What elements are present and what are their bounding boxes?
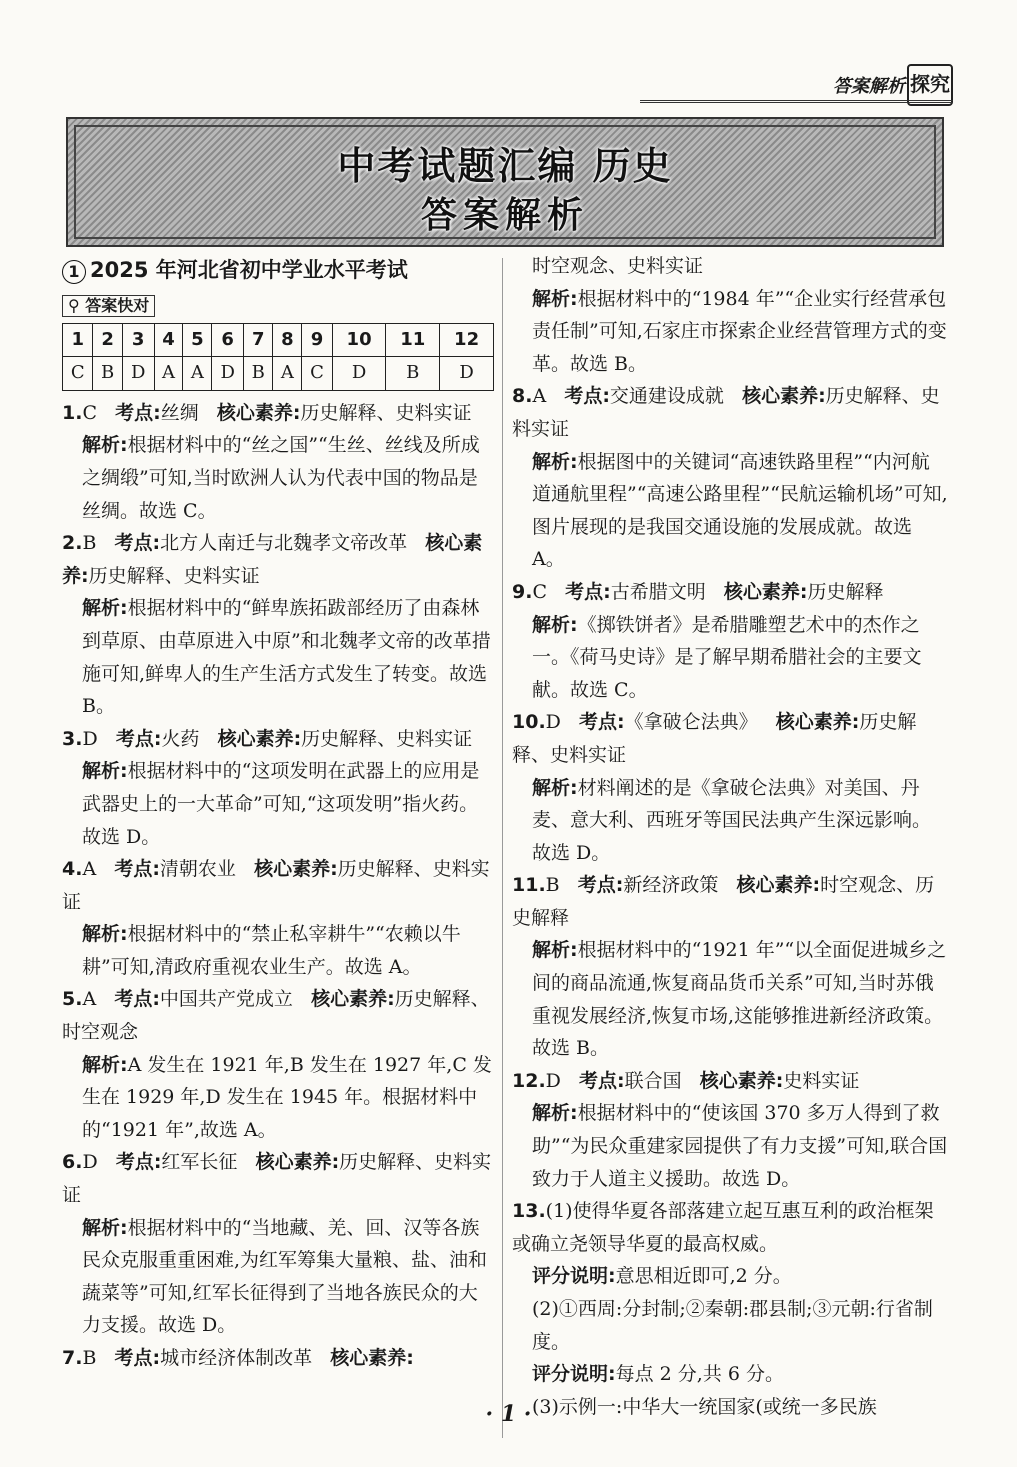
q-answer: A — [154, 357, 183, 391]
item-literacy: 史料实证 — [783, 1069, 860, 1092]
item-number: 10. — [512, 711, 546, 734]
quick-answer-text: 答案快对 — [85, 295, 150, 315]
item-point: 交通建设成就 — [609, 385, 724, 408]
item-analysis — [62, 1212, 494, 1342]
analysis-text: 根据材料中的“丝之国”“生丝、丝线及所成之绸缎”可知,当时欧洲人认为代表中国的物品是丝绸。故选 C。 — [82, 434, 480, 522]
item-literacy: 历史解释、史料实证 — [88, 564, 260, 587]
answer-item-8 — [512, 380, 948, 576]
item-answer: A — [82, 858, 97, 881]
analysis-label: 解析: — [82, 1053, 128, 1076]
literacy-label: 核心素养: — [62, 532, 483, 587]
item-number: 1. — [62, 401, 83, 424]
point-label: 考点: — [577, 874, 624, 897]
q-number: 4 — [154, 323, 183, 357]
q-number: 12 — [440, 323, 494, 357]
analysis-label: 解析: — [532, 287, 578, 310]
literacy-label: 核心素养: — [255, 1151, 340, 1174]
q-answer: D — [440, 357, 494, 391]
item-answer: A — [532, 385, 547, 408]
item-literacy: 历史解释、史料实证 — [512, 711, 917, 766]
item-number: 4. — [62, 858, 83, 881]
item-literacy: 历史解释、史料实证 — [300, 401, 472, 424]
q-number: 3 — [122, 323, 154, 357]
point-label: 考点: — [579, 1069, 625, 1092]
analysis-label: 解析: — [82, 597, 128, 620]
item-literacy: 时空观念、历史解释 — [512, 874, 935, 929]
item-point: 红军长征 — [161, 1151, 238, 1174]
item-point: 清朝农业 — [159, 858, 236, 881]
q-number: 11 — [386, 323, 440, 357]
point-label: 考点: — [115, 401, 161, 424]
literacy-label: 核心素养: — [736, 874, 821, 897]
header-rule — [640, 100, 953, 103]
literacy-label: 核心素养: — [723, 580, 808, 603]
answer-item-11 — [512, 869, 948, 1065]
item-analysis — [512, 934, 948, 1064]
item-number: 13. — [512, 1200, 546, 1223]
item-part-2: (2)①西周:分封制;②秦朝:郡县制;③元朝:行省制度。 — [532, 1298, 933, 1353]
item-point: 北方人南迁与北魏孝文帝改革 — [160, 532, 408, 555]
item-answer: B — [82, 1347, 97, 1369]
answer-item-4 — [62, 853, 494, 983]
item-literacy: 历史解释、史料实证 — [301, 727, 473, 750]
q-answer: C — [63, 357, 93, 391]
analysis-text: 根据材料中的“禁止私宰耕牛”“农赖以牛耕”可知,清政府重视农业生产。故选 A。 — [82, 923, 461, 978]
column-divider — [502, 258, 503, 1438]
q-answer: B — [244, 357, 273, 391]
item-point: 中国共产党成立 — [159, 988, 293, 1011]
q-answer: C — [302, 357, 332, 391]
literacy-label: 核心素养: — [742, 385, 826, 408]
header-title: 答案解析 — [833, 76, 905, 97]
score-text: 意思相近即可,2 分。 — [615, 1265, 792, 1288]
q-answer: D — [332, 357, 386, 391]
item-answer: B — [545, 874, 560, 897]
answer-table-row — [63, 357, 494, 391]
answer-item-5 — [62, 983, 494, 1146]
item-analysis — [512, 609, 948, 707]
analysis-text: 根据图中的关键词“高速铁路里程”“内河航道通航里程”“高速公路里程”“民航运输机场”可知,图片展现的是我国交通设施的发展成就。故选 A。 — [532, 450, 948, 571]
item-literacy: 历史解释、史料实证 — [62, 1151, 492, 1207]
item-analysis — [512, 772, 948, 870]
score-label: 评分说明: — [532, 1265, 616, 1288]
point-label: 考点: — [114, 858, 160, 881]
literacy-label: 核心素养: — [217, 727, 302, 750]
item-point: 火药 — [161, 727, 200, 750]
item-analysis — [62, 755, 494, 853]
analysis-label: 解析: — [532, 776, 578, 799]
title-banner — [66, 117, 944, 247]
analysis-text: 材料阐述的是《拿破仑法典》对美国、丹麦、意大利、西班牙等国民法典产生深远影响。故选 D。 — [532, 776, 932, 864]
item-point: 新经济政策 — [623, 874, 719, 897]
right-column — [512, 250, 948, 1423]
point-label: 考点: — [564, 385, 610, 408]
analysis-text: 根据材料中的“当地藏、羌、回、汉等各族民众克服重重困难,为红军筹集大量粮、盐、油和蔬菜等”可知,红军长征得到了当地各族民众的大力支援。故选 D。 — [82, 1216, 488, 1337]
answer-item-1 — [62, 397, 494, 527]
analysis-label: 解析: — [532, 939, 578, 962]
item-answer: B — [82, 532, 97, 555]
item-answer: D — [82, 727, 98, 750]
item-point: 古希腊文明 — [610, 580, 706, 603]
answer-table — [62, 323, 494, 391]
analysis-label: 解析: — [532, 1102, 578, 1125]
analysis-label: 解析: — [82, 434, 128, 457]
analysis-label: 解析: — [532, 450, 578, 473]
analysis-label: 解析: — [82, 923, 128, 946]
item-point: 《拿破仑法典》 — [624, 711, 758, 734]
answer-item-13 — [512, 1195, 948, 1423]
item-answer: C — [82, 401, 97, 424]
page-number: · 1 · — [485, 1401, 532, 1427]
q-number: 9 — [302, 323, 332, 357]
item-analysis — [512, 283, 948, 381]
item-answer: C — [532, 580, 547, 603]
item-answer: D — [545, 711, 561, 734]
q-number: 10 — [332, 323, 386, 357]
answer-item-12 — [512, 1065, 948, 1195]
analysis-text: 根据材料中的“1921 年”“以全面促进城乡之间的商品流通,恢复商品货币关系”可知,当时苏俄重视发展经济,恢复市场,这能够推进新经济政策。故选 B。 — [532, 939, 947, 1060]
point-label: 考点: — [114, 532, 161, 555]
point-label: 考点: — [115, 727, 162, 750]
item-literacy: 时空观念、史料实证 — [532, 255, 704, 277]
score-note-2 — [512, 1358, 948, 1391]
q-number: 7 — [244, 323, 273, 357]
item-number: 3. — [62, 727, 83, 750]
section-title — [62, 254, 494, 287]
item-number: 6. — [62, 1151, 83, 1174]
analysis-text: 根据材料中的“鲜卑族拓跋部经历了由森林到草原、由草原进入中原”和北魏孝文帝的改革措施可知,鲜卑人的生产生活方式发生了转变。故选 B。 — [82, 597, 491, 718]
item-answer: A — [82, 988, 97, 1011]
item-analysis — [62, 429, 494, 527]
q-answer: A — [183, 357, 212, 391]
item-literacy: 历史解释、史料实证 — [62, 858, 490, 913]
item-analysis — [62, 918, 494, 983]
literacy-label: 核心素养: — [699, 1069, 784, 1092]
point-label: 考点: — [579, 711, 625, 734]
item-part-3: (3)示例一:中华大一统国家(或统一多民族 — [532, 1395, 877, 1418]
item-number: 2. — [62, 532, 83, 555]
analysis-text: 根据材料中的“1984 年”“企业实行经营承包责任制”可知,石家庄市探索企业经营管理方式的变革。故选 B。 — [532, 287, 947, 375]
q-number: 2 — [93, 323, 122, 357]
analysis-text: A 发生在 1921 年,B 发生在 1927 年,C 发生在 1929 年,D 发生在 1945 年。根据材料中的“1921 年”,故选 A。 — [82, 1053, 492, 1141]
score-note-1 — [512, 1260, 948, 1293]
q-answer: D — [122, 357, 154, 391]
section-title-text: 2025 年河北省初中学业水平考试 — [90, 258, 408, 282]
answer-item-7 — [62, 1342, 494, 1375]
analysis-label: 解析: — [82, 760, 128, 783]
item-analysis — [62, 1049, 494, 1147]
item-number: 7. — [62, 1347, 83, 1369]
q-number: 5 — [183, 323, 212, 357]
analysis-text: 根据材料中的“这项发明在武器上的应用是武器史上的一大革命”可知,“这项发明”指火药。故选 D。 — [82, 760, 480, 848]
q-answer: B — [386, 357, 440, 391]
literacy-label: 核心素养: — [254, 858, 338, 881]
point-label: 考点: — [115, 1151, 162, 1174]
point-label: 考点: — [114, 1347, 161, 1369]
brand-logo: 探究 — [907, 64, 953, 106]
item-number: 12. — [512, 1069, 546, 1092]
q-answer: D — [212, 357, 244, 391]
literacy-label: 核心素养: — [311, 988, 395, 1011]
answer-item-3 — [62, 723, 494, 853]
answer-table-head — [63, 323, 494, 357]
score-label: 评分说明: — [532, 1363, 616, 1386]
quick-answer-label: ⚲ 答案快对 — [62, 295, 155, 317]
item-point: 丝绸 — [160, 401, 199, 424]
literacy-label: 核心素养: — [216, 401, 301, 424]
answer-item-9 — [512, 576, 948, 706]
item-number: 9. — [512, 580, 533, 603]
item-analysis — [62, 592, 494, 722]
q-number: 8 — [273, 323, 302, 357]
item-number: 5. — [62, 988, 83, 1011]
item-literacy: 历史解释 — [807, 580, 884, 603]
answer-item-2 — [62, 527, 494, 723]
item-literacy: 历史解释、史料实证 — [512, 385, 940, 440]
answer-item-10 — [512, 706, 948, 869]
banner-title: 中考试题汇编 历史 — [337, 144, 673, 188]
q-answer: A — [273, 357, 302, 391]
banner-subtitle: 答案解析 — [420, 195, 589, 236]
q-answer: B — [93, 357, 122, 391]
answer-item-6 — [62, 1146, 494, 1342]
item-point: 城市经济体制改革 — [160, 1347, 313, 1369]
q-number: 1 — [63, 323, 93, 357]
item-number: 11. — [512, 874, 546, 897]
item-analysis — [512, 1097, 948, 1195]
item-answer: D — [545, 1069, 561, 1092]
analysis-label: 解析: — [82, 1216, 128, 1239]
point-label: 考点: — [114, 988, 160, 1011]
item-analysis — [512, 446, 948, 576]
q-number: 6 — [212, 323, 244, 357]
item-point: 联合国 — [624, 1069, 682, 1092]
answer-item-7-cont — [512, 250, 948, 380]
literacy-label: 核心素养: — [775, 711, 860, 734]
item-number: 8. — [512, 385, 533, 408]
item-part-1: (1)使得华夏各部落建立起互惠互利的政治框架或确立尧领导华夏的最高权威。 — [512, 1200, 934, 1255]
point-label: 考点: — [565, 580, 611, 603]
item-answer: D — [82, 1151, 98, 1174]
score-text: 每点 2 分,共 6 分。 — [615, 1363, 784, 1386]
left-column — [62, 250, 494, 1375]
section-number: 1 — [62, 260, 86, 284]
analysis-label: 解析: — [532, 613, 578, 636]
analysis-text: 《掷铁饼者》是希腊雕塑艺术中的杰作之一。《荷马史诗》是了解早期希腊社会的主要文献。故选 C。 — [532, 613, 922, 701]
item-literacy: 历史解释、时空观念 — [62, 988, 490, 1044]
literacy-label: 核心素养: — [330, 1347, 414, 1369]
analysis-text: 根据材料中的“使该国 370 多万人得到了救助”“为民众重建家园提供了有力支援”可知,联合国致力于人道主义援助。故选 D。 — [532, 1102, 948, 1190]
